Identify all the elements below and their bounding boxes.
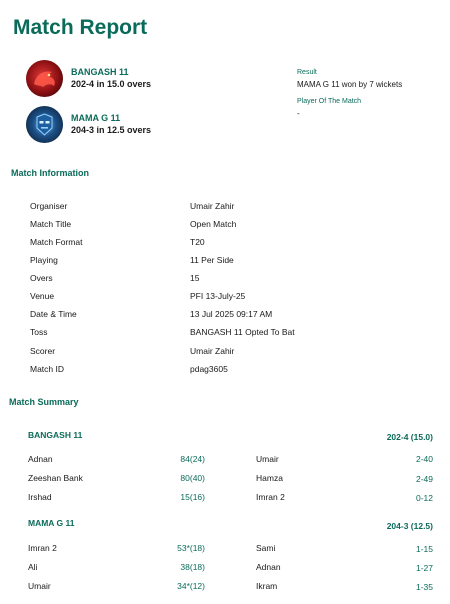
red-dragon-logo-icon (26, 60, 63, 97)
innings-team-name: BANGASH 11 (28, 430, 83, 440)
info-value: Umair Zahir (190, 346, 235, 356)
blue-robot-logo-icon (26, 106, 63, 143)
bowler-figures: 1-15 (415, 544, 433, 554)
match-summary-heading: Match Summary (9, 397, 79, 407)
info-value: PFI 13-July-25 (190, 291, 246, 301)
team-name: MAMA G 11 (71, 113, 121, 123)
info-value: 15 (190, 273, 200, 283)
batter-score: 38(18) (180, 562, 205, 572)
info-label: Scorer (30, 346, 56, 356)
page-title: Match Report (13, 16, 148, 39)
bowler-name: Umair (256, 454, 279, 464)
innings-total: 204-3 (12.5) (386, 521, 433, 531)
info-value: Umair Zahir (190, 201, 235, 211)
info-label: Venue (30, 291, 55, 301)
info-label: Organiser (30, 201, 68, 211)
bowler-figures: 0-12 (415, 493, 433, 503)
team-name: BANGASH 11 (71, 67, 129, 77)
bowler-figures: 1-27 (415, 563, 433, 573)
info-label: Date & Time (30, 309, 77, 319)
info-label: Playing (30, 255, 58, 265)
batter-name: Umair (28, 581, 51, 591)
team-score: 204-3 in 12.5 overs (71, 125, 152, 135)
bowler-figures: 1-35 (415, 582, 433, 592)
bowler-name: Sami (256, 543, 276, 553)
team-card-1 (26, 60, 151, 97)
info-label: Toss (30, 327, 48, 337)
batter-name: Ali (28, 562, 38, 572)
info-value: Open Match (190, 219, 237, 229)
bowler-name: Ikram (256, 581, 278, 591)
info-value: 11 Per Side (190, 255, 234, 265)
info-label: Match ID (30, 364, 65, 374)
team-score: 202-4 in 15.0 overs (71, 79, 152, 89)
team-card-2 (26, 106, 151, 143)
batter-score: 80(40) (180, 473, 205, 483)
result-label: Result (297, 69, 317, 76)
info-value: BANGASH 11 Opted To Bat (190, 327, 295, 337)
info-value: 13 Jul 2025 09:17 AM (190, 309, 273, 319)
batter-name: Zeeshan Bank (28, 473, 83, 483)
info-value: T20 (190, 237, 205, 247)
bowler-name: Imran 2 (256, 492, 285, 502)
player-of-match-value: - (297, 109, 300, 118)
batter-name: Imran 2 (28, 543, 57, 553)
bowler-name: Hamza (256, 473, 283, 483)
batter-name: Irshad (28, 492, 52, 502)
innings-team-name: MAMA G 11 (28, 518, 75, 528)
info-label: Match Format (30, 237, 83, 247)
info-value: pdag3605 (190, 364, 228, 374)
batter-name: Adnan (28, 454, 53, 464)
batter-score: 53*(18) (177, 543, 205, 553)
match-information-heading: Match Information (11, 168, 89, 178)
batter-score: 34*(12) (177, 581, 205, 591)
info-label: Overs (30, 273, 53, 283)
batter-score: 84(24) (180, 454, 205, 464)
bowler-figures: 2-49 (415, 474, 433, 484)
innings-total: 202-4 (15.0) (386, 432, 433, 442)
batter-score: 15(16) (180, 492, 205, 502)
info-label: Match Title (30, 219, 72, 229)
result-value: MAMA G 11 won by 7 wickets (297, 80, 403, 89)
bowler-figures: 2-40 (415, 454, 433, 464)
bowler-name: Adnan (256, 562, 281, 572)
player-of-match-label: Player Of The Match (297, 98, 362, 105)
